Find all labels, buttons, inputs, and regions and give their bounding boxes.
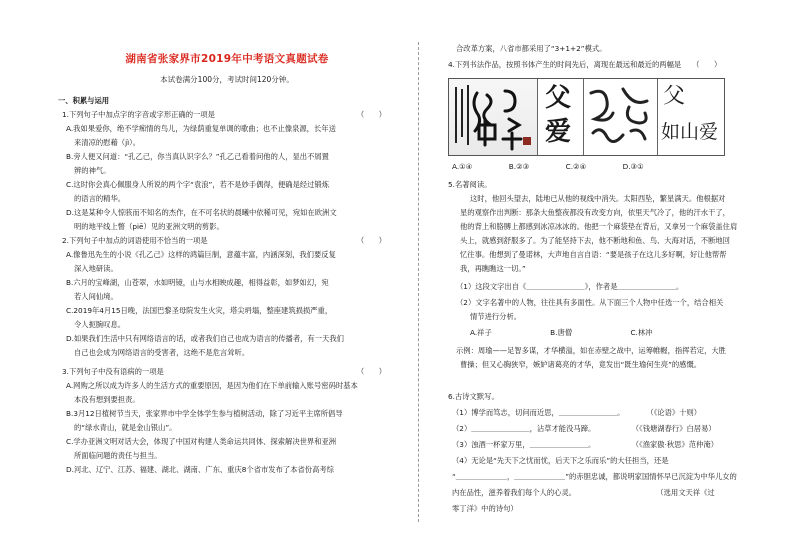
q6-item-4-cont: “＿＿＿＿＿＿＿，＿＿＿＿＿＿＿”的赤胆忠诚，都说明家国情怀早已沉淀为中华儿女的 [452, 472, 737, 481]
q5-sub-1: （1）这段文字出自《＿＿＿＿＿＿＿＿》，作者是＿＿＿＿＿＿＿＿。 [456, 282, 684, 291]
q3-option-a-cont: 本没有想到要担责。 [74, 395, 140, 404]
q5-character-options: A.祥子 B.唐僧 C.林冲 [470, 328, 653, 337]
passage-line: 头上，就感到舒服多了。为了能坚持下去，他不断地和鱼、鸟、大海对话，不断地回 [460, 236, 730, 245]
q6-item-2: （2）＿＿＿＿＿＿＿＿，沾草才能没马蹄。 （《钱塘湖春行》白居易） [452, 424, 716, 433]
q5-sub-2-cont: 情节进行分析。 [470, 312, 522, 321]
q2-option-c: C.2019年4月15日晚，法国巴黎圣母院发生火灾，塔尖坍塌，整座建筑损损严重， [66, 306, 333, 315]
passage-line: 他的背上和胳膊上都感到冰凉冰冰的。他把一个麻袋垫在背后，又拿另一个麻袋盖住肩 [460, 222, 738, 231]
q3-option-c-cont: 所面临问题的责任与担当。 [74, 451, 162, 460]
q1-option-a: A.我如果爱你，绝不学痴情的鸟儿，为绿荫重复单调的歌曲；也不止像泉源，长年送 [66, 124, 336, 133]
passage-line: 星的观察作出判断：那条大鱼整夜都没有改变方向，依里天气冷了，他的汗水干了， [460, 208, 730, 217]
calligraphy-image [448, 78, 725, 156]
cursive-script-artwork [583, 79, 657, 155]
answer-paren-2: （ ） [356, 236, 386, 245]
q2-option-a: A.像鲁迅先生的小说《孔乙己》这样的鸿篇巨制，意蕴丰富，内涵深刻，我们要反复 [66, 250, 336, 259]
regular-script-top: 父 [663, 84, 686, 109]
q6-item-4: （4）无论是“先天下之忧而忧，后天下之乐而乐”的大任担当，还是 [452, 456, 669, 465]
q1-option-d-cont: 明的地平线上瞥（piē）见的亚洲文明的剪影。 [74, 222, 224, 231]
q2-option-b: B.六月的宝峰湖，山苍翠，水如明镜，山与水相映成趣，相得益彰，如梦如幻，宛 [66, 278, 329, 287]
seal-script-artwork [449, 79, 537, 155]
seal-characters: 父 爱 [545, 83, 572, 147]
question-2-stem: 2.下列句子中加点的词语使用不恰当的一项是 [62, 236, 208, 245]
q3-option-a: A.网购之所以成为许多人的生活方式的重要原因，是因为他们在下单前输入账号密码时基本 [66, 381, 358, 390]
q6-item-3: （3）浊酒一杯家万里，＿＿＿＿＿＿＿＿。 （《渔家傲·秋思》范仲淹） [452, 440, 718, 449]
q1-option-c-cont: 的语言的精华。 [74, 194, 126, 203]
column-divider [418, 42, 419, 522]
q6-item-1: （1）博学而笃志，切问而近思，＿＿＿＿＿＿＿＿。 （《论语》十则） [452, 408, 702, 417]
answer-paren-3: （ ） [356, 367, 386, 376]
q6-item-4-source: 零丁洋》中的诗句） [452, 504, 518, 513]
question-4-stem: 4.下列书法作品，按照书体产生的时间先后，离现在最远和最近的两幅是 （ ） [448, 60, 722, 69]
q3-option-d: D.河北、辽宁、江苏、福建、湖北、湖南、广东、重庆8个省市发布了本省份高考综 [66, 465, 334, 474]
q4-options: A.①④ B.②③ C.②④ D.③① [452, 162, 644, 171]
question-6-stem: 6.古诗文默写。 [448, 392, 499, 401]
calligraphy-panel-1 [449, 79, 538, 155]
q5-sub-2: （2）文字名著中的人物，往往具有多面性。从下面三个人物中任选一个，结合相关 [456, 298, 724, 307]
passage-line: 我，再瞧瞧这一切。” [460, 264, 526, 273]
q1-option-b-cont: 辨的神气。 [74, 166, 111, 175]
question-1-stem: 1.下列句子中加点字的字音或字形正确的一项是 [62, 110, 215, 119]
calligraphy-panel-2 [537, 79, 584, 155]
q2-option-a-cont: 深入地研读。 [74, 264, 118, 273]
question-3-stem: 3.下列句子中没有语病的一项是 [62, 367, 164, 376]
section-heading: 一、积累与运用 [58, 96, 110, 105]
q2-option-c-cont: 令人扼腕叹息。 [74, 320, 126, 329]
passage-line: 这时，他回头望去，陆地已从他的视线中消失。太阳西坠，繁星满天。他根据对 [470, 194, 726, 203]
q1-option-a-cont: 来清凉的慰藉（jì）。 [74, 138, 141, 147]
regular-script-bottom: 如山爱 [661, 121, 719, 143]
example-line: 示例：周瑜——足智多谋，才华横溢，如在赤壁之战中，运筹帷幄，指挥若定，大胜 [456, 346, 726, 355]
calligraphy-panel-3 [583, 79, 658, 155]
q3-option-c: C.学办亚洲文明对话大会，体现了中国对构建人类命运共同体、探索解决世界和亚洲 [66, 437, 337, 446]
passage-line: 忆往事。他想到了曼诺林，大声地自言自语：“要是孩子在这儿多好啊，好让他帮帮 [460, 250, 727, 259]
q2-option-d: D.如果我们生活中只有网络语言的话，或者我们自己也成为语言的传播者，有一天我们 [66, 334, 344, 343]
q2-option-b-cont: 若人间仙境。 [74, 292, 118, 301]
q6-item-4-cont: 内在品性，滋养着我们每个人的心灵。 （选用文天祥《过 [452, 488, 715, 497]
q1-option-c: C.这时你会真心佩服身人所说的两个字“袁浪”，若不是妙手偶得，便确是经过锻炼 [66, 180, 330, 189]
example-line-cont: 曹操；但又心胸狭窄，嫉妒诸葛亮的才华，竟发出“既生瑜何生亮”的感慨。 [460, 360, 702, 369]
q3-option-b-cont: 的“绿水青山，就是金山银山”。 [74, 423, 177, 432]
q1-option-d: D.这是某种令人惊骇而不知名的杰作，在不可名状的晨曦中依稀可见，宛如在欧洲文 [66, 208, 337, 217]
q1-option-b: B.旁人便又问道：“孔乙己，你当真认识字么？”孔乙己看着问他的人，显出不屑置 [66, 152, 329, 161]
question-5-stem: 5.名著阅读。 [448, 180, 492, 189]
answer-paren-1: （ ） [356, 110, 386, 119]
exam-subtitle: 本试卷满分100分，考试时间120分钟。 [160, 75, 294, 84]
q3-option-b: B.3月12日植树节当天，张家界市中学全体学生参与植树活动，除了习近平主席所倡导 [66, 409, 343, 418]
exam-title: 湖南省张家界市2019年中考语文真题试卷 [125, 53, 329, 65]
q3-option-d-cont: 合改革方案，八省市都采用了“3+1+2”模式。 [456, 44, 607, 53]
q2-option-d-cont: 自己也会成为网络语言的受害者，这绝不是危言耸听。 [74, 348, 250, 357]
calligraphy-panel-4 [657, 79, 724, 155]
